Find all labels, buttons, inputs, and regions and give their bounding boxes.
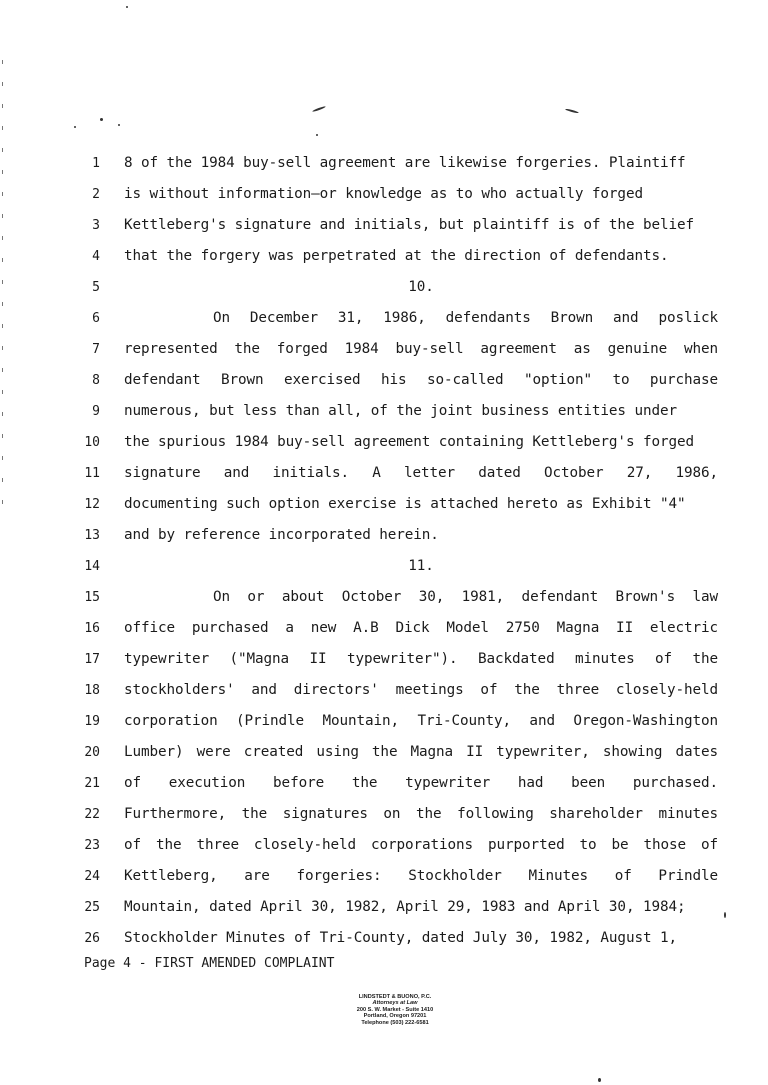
law-firm-block: [300, 994, 490, 1026]
firm-subtitle: Attorneys at Law: [372, 1000, 418, 1007]
scan-speck: [74, 126, 76, 128]
scan-speck: [118, 124, 120, 126]
line-number: 22: [84, 807, 100, 822]
line-number: 6: [92, 311, 100, 326]
line-number: 25: [84, 900, 100, 915]
scan-speck: [312, 106, 326, 113]
line-number: 17: [84, 652, 100, 667]
firm-address: 200 S. W. Market - Suite 1410: [356, 1006, 434, 1013]
text-line: that the forgery was perpetrated at the direction of defendants.: [124, 248, 669, 264]
text-line: corporation (Prindle Mountain, Tri-County, and Oregon-Washington: [124, 713, 718, 729]
scan-speck: [126, 6, 128, 8]
text-line: Lumber) were created using the Magna II typewriter, showing dates: [124, 744, 718, 760]
text-line: office purchased a new A.B Dick Model 2750 Magna II electric: [124, 620, 718, 636]
text-line: documenting such option exercise is attached hereto as Exhibit "4": [124, 496, 686, 512]
line-number: 21: [84, 776, 100, 791]
line-number: 16: [84, 621, 100, 636]
line-number: 13: [84, 528, 100, 543]
line-number: 26: [84, 931, 100, 946]
line-number: 5: [92, 280, 100, 295]
line-number: 18: [84, 683, 100, 698]
line-number: 10: [84, 435, 100, 450]
section-number: 10.: [408, 279, 434, 295]
text-line: typewriter ("Magna II typewriter"). Backdated minutes of the: [124, 651, 718, 667]
firm-name: LINDSTEDT & BUONO, P.C.: [358, 994, 432, 1000]
line-number: 4: [92, 249, 100, 264]
line-number: 14: [84, 559, 100, 574]
line-number: 8: [92, 373, 100, 388]
text-line: of the three closely-held corporations purported to be those of: [124, 837, 718, 853]
scan-speck: [316, 134, 318, 136]
text-line: numerous, but less than all, of the joint business entities under: [124, 403, 677, 419]
line-number: 23: [84, 838, 100, 853]
text-line: and by reference incorporated herein.: [124, 527, 439, 543]
line-number: 11: [84, 466, 100, 481]
text-line: Kettleberg's signature and initials, but plaintiff is of the belief: [124, 217, 694, 233]
text-line: represented the forged 1984 buy-sell agreement as genuine when: [124, 341, 718, 357]
line-number: 2: [92, 187, 100, 202]
line-number: 1: [92, 156, 100, 171]
firm-phone: Telephone (503) 222-6581: [361, 1019, 429, 1026]
text-line: the spurious 1984 buy-sell agreement containing Kettleberg's forged: [124, 434, 694, 450]
scan-speck: [598, 1078, 601, 1082]
text-line: Mountain, dated April 30, 1982, April 29, 1983 and April 30, 1984;: [124, 899, 686, 915]
line-number: 3: [92, 218, 100, 233]
line-number: 24: [84, 869, 100, 884]
text-line: Stockholder Minutes of Tri-County, dated July 30, 1982, August 1,: [124, 930, 677, 946]
line-number: 19: [84, 714, 100, 729]
text-line: stockholders' and directors' meetings of the three closely-held: [124, 682, 718, 698]
scan-speck: [724, 912, 726, 918]
text-line: On December 31, 1986, defendants Brown and poslick: [213, 310, 718, 326]
text-line: defendant Brown exercised his so-called "option" to purchase: [124, 372, 718, 388]
scan-speck: [565, 108, 579, 114]
text-line: Kettleberg, are forgeries: Stockholder Minutes of Prindle: [124, 868, 718, 884]
scan-speck: [100, 118, 103, 121]
page-footer: Page 4 - FIRST AMENDED COMPLAINT: [84, 956, 335, 971]
text-line: is without information—or knowledge as to who actually forged: [124, 186, 643, 202]
text-line: 8 of the 1984 buy-sell agreement are likewise forgeries. Plaintiff: [124, 155, 686, 171]
line-number: 12: [84, 497, 100, 512]
text-line: Furthermore, the signatures on the following shareholder minutes: [124, 806, 718, 822]
text-line: of execution before the typewriter had been purchased.: [124, 775, 718, 791]
line-number: 7: [92, 342, 100, 357]
line-number: 20: [84, 745, 100, 760]
section-number: 11.: [408, 558, 434, 574]
text-line: signature and initials. A letter dated October 27, 1986,: [124, 465, 718, 481]
firm-city: Portland, Oregon 97201: [363, 1013, 427, 1020]
line-number: 15: [84, 590, 100, 605]
line-number: 9: [92, 404, 100, 419]
text-line: On or about October 30, 1981, defendant Brown's law: [213, 589, 718, 605]
